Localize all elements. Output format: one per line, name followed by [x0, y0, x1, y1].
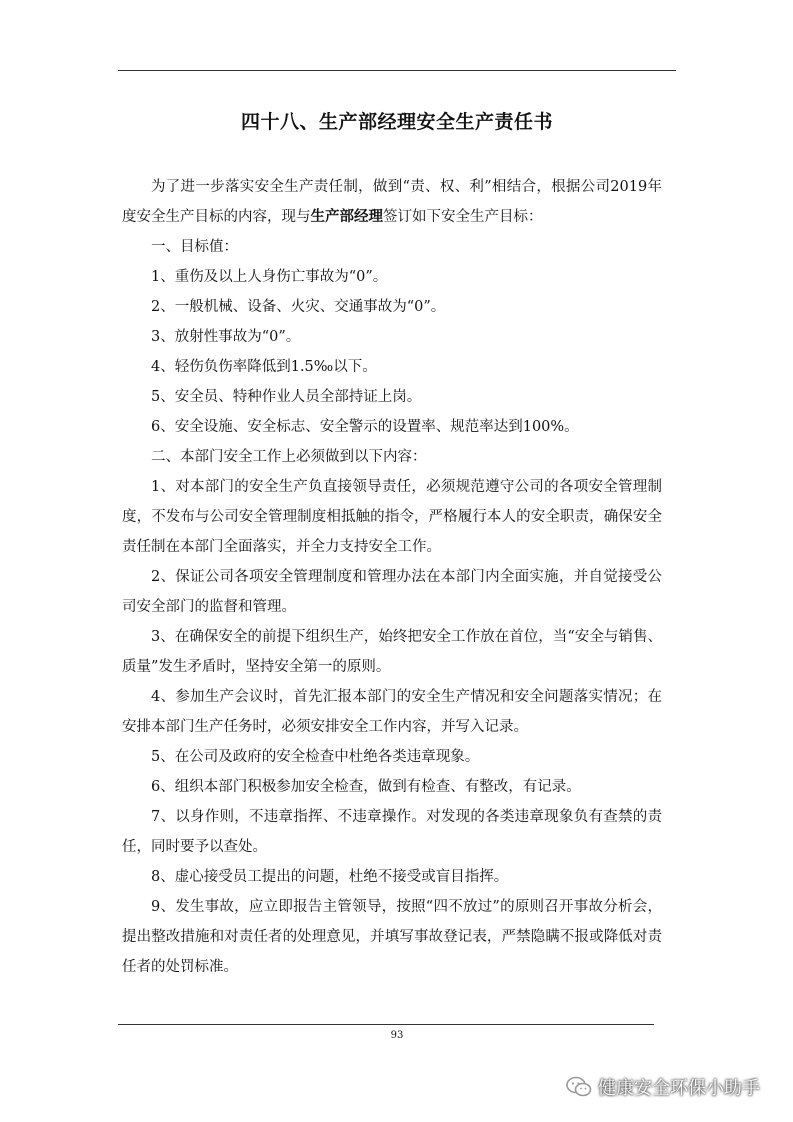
- page-number: 93: [390, 1030, 404, 1041]
- section2-item: 1、对本部门的安全生产负直接领导责任，必须规范遵守公司的各项安全管理制度，不发布与公司安全管理制度相抵触的指令，严格履行本人的安全职责，确保安全责任制在本部门全面落实，并全力支持安全工作。: [122, 479, 662, 555]
- section2-item: 7、以身作则，不违章指挥、不违章操作。对发现的各类违章现象负有查禁的责任，同时要予以查处。: [122, 809, 662, 855]
- section1-item: 5、安全员、特种作业人员全部持证上岗。: [151, 389, 422, 405]
- section2-item: 9、发生事故，应立即报告主管领导，按照“四不放过”的原则召开事故分析会，提出整改措施和对责任者的处理意见，并填写事故登记表，严禁隐瞒不报或降低对责任者的处罚标准。: [122, 899, 662, 975]
- section1-item: 4、轻伤负伤率降低到1.5‰以下。: [151, 359, 377, 375]
- section1-item: 6、安全设施、安全标志、安全警示的设置率、规范率达到100%。: [151, 419, 579, 435]
- header-rule: [118, 70, 676, 71]
- section2-item: 2、保证公司各项安全管理制度和管理办法在本部门内全面实施，并自觉接受公司安全部门的监督和管理。: [122, 569, 662, 615]
- section2-item: 6、组织本部门积极参加安全检查，做到有检查、有整改，有记录。: [151, 779, 581, 795]
- section2-item: 4、参加生产会议时，首先汇报本部门的安全生产情况和安全问题落实情况；在安排本部门生产任务时，必须安排安全工作内容，并写入记录。: [122, 689, 662, 735]
- section2-heading: 二、本部门安全工作上必须做到以下内容：: [151, 449, 427, 465]
- intro-paragraph: [122, 172, 662, 232]
- intro-text: 为了进一步落实安全生产责任制，做到“责、权、利”相结合，根据公司2019年度安全生产目标的内容，现与: [122, 179, 662, 225]
- intro-bold-role: 生产部经理: [310, 209, 383, 225]
- document-title: 四十八、生产部经理安全生产责任书: [240, 111, 553, 133]
- intro-text-end: 签订如下安全生产目标：: [383, 209, 543, 225]
- section1-item: 3、放射性事故为“0”。: [151, 329, 301, 345]
- watermark: [566, 1072, 760, 1102]
- document-body: [122, 172, 662, 982]
- wechat-icon: [566, 1076, 592, 1098]
- section1-item: 2、一般机械、设备、火灾、交通事故为“0”。: [151, 299, 446, 315]
- section1-item: 1、重伤及以上人身伤亡事故为“0”。: [151, 269, 388, 285]
- watermark-text: 健康安全环保小助手: [598, 1078, 760, 1099]
- section2-item: 8、虚心接受员工提出的问题，杜绝不接受或盲目指挥。: [151, 869, 509, 885]
- footer-rule: [118, 1024, 654, 1025]
- section1-heading: 一、目标值：: [151, 239, 238, 255]
- section2-item: 3、在确保安全的前提下组织生产，始终把安全工作放在首位，当“安全与销售、质量”发生矛盾时，坚持安全第一的原则。: [122, 629, 662, 675]
- section2-item: 5、在公司及政府的安全检查中杜绝各类违章现象。: [151, 749, 480, 765]
